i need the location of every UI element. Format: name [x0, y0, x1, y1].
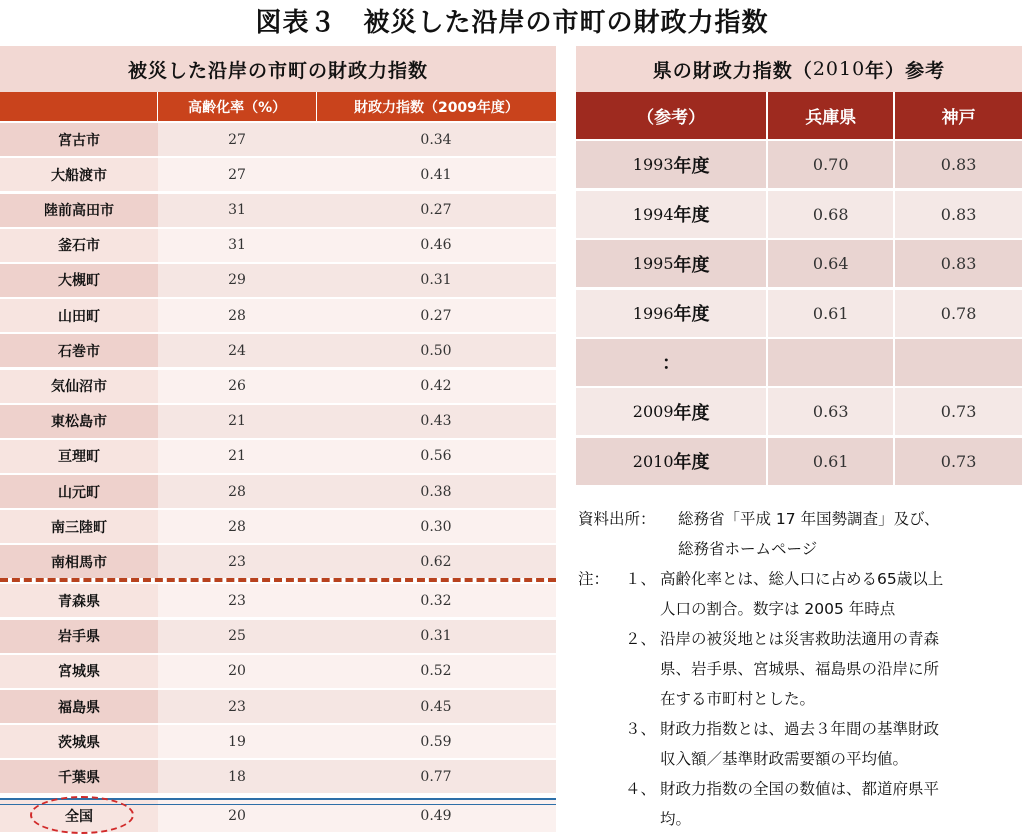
figure-title: 図表３ 被災した沿岸の市町の財政力指数 [255, 8, 769, 38]
row-kobe: 0.83 [893, 191, 1022, 238]
coastal-municipalities-table [0, 46, 556, 832]
table-row [0, 299, 556, 332]
table-row [0, 655, 556, 688]
row-aging-rate: 21 [228, 413, 246, 430]
note-text: 高齢化率とは、総人口に占める65歳以上 [660, 570, 944, 588]
table-row [0, 264, 556, 297]
table-row [576, 240, 1022, 287]
row-name: 青森県 [0, 584, 158, 617]
note-text: 沿岸の被災地とは災害救助法適用の青森 [660, 630, 940, 648]
row-aging-rate: 19 [228, 733, 246, 750]
row-aging-rate: 31 [228, 237, 246, 254]
table-row [0, 334, 556, 367]
row-name: 山田町 [0, 299, 158, 332]
row-name: 亘理町 [0, 440, 158, 473]
header-fiscal-index: 財政力指数（2009年度） [316, 92, 556, 121]
note-number: ２、 [624, 630, 656, 648]
right-title-prefix: 県の財政力指数（ [652, 59, 813, 82]
note-line [578, 564, 1024, 594]
source-line-2: 総務省ホームページ [678, 540, 818, 558]
year-suffix: 年度 [673, 205, 710, 227]
left-table-body [0, 123, 556, 832]
row-aging-rate: 31 [228, 202, 246, 219]
row-fiscal-index: 0.43 [420, 413, 452, 430]
row-name: 気仙沼市 [0, 370, 158, 403]
year-number: 2010 [632, 451, 674, 471]
row-aging-rate: 23 [228, 553, 246, 570]
row-name: 南相馬市 [0, 545, 158, 578]
row-name: 茨城県 [0, 725, 158, 758]
row-name: 千葉県 [0, 760, 158, 793]
table-row [0, 510, 556, 543]
row-name: 陸前高田市 [0, 194, 158, 227]
row-name: 宮城県 [0, 655, 158, 688]
table-row [576, 141, 1022, 188]
row-name: 大槻町 [0, 264, 158, 297]
source-note [578, 504, 1024, 534]
year-suffix: 年度 [673, 254, 710, 276]
year-suffix: 年度 [673, 155, 710, 177]
row-kobe: 0.73 [893, 388, 1022, 435]
table-row [0, 370, 556, 403]
row-fiscal-index: 0.59 [420, 733, 452, 750]
year-suffix: 年度 [673, 304, 710, 326]
table-row [0, 405, 556, 438]
year-suffix: 年度 [673, 402, 710, 424]
note-line [578, 684, 1024, 714]
row-name: 宮古市 [0, 123, 158, 156]
note-label [578, 684, 660, 714]
row-name: 釜石市 [0, 229, 158, 262]
row-fiscal-index: 0.50 [420, 342, 452, 359]
table-row [0, 690, 556, 723]
header-kobe: 神戸 [893, 92, 1022, 139]
note-text: 均。 [660, 810, 692, 828]
year-number: 1996 [632, 303, 674, 323]
header-aging-rate: 高齢化率（%） [157, 92, 315, 121]
row-fiscal-index: 0.45 [420, 698, 452, 715]
row-fiscal-index: 0.30 [420, 518, 452, 535]
header-name [0, 92, 157, 121]
note-text: 財政力指数とは、過去３年間の基準財政 [660, 720, 940, 738]
row-kobe: 0.83 [893, 141, 1022, 188]
table-row [0, 725, 556, 758]
table-row [0, 229, 556, 262]
table-row [0, 584, 556, 617]
row-hyogo: 0.68 [766, 191, 893, 238]
row-year [576, 141, 766, 188]
table-row [0, 194, 556, 227]
note-number: ４、 [624, 780, 656, 798]
note-number: １、 [624, 570, 656, 588]
row-kobe: 0.83 [893, 240, 1022, 287]
row-fiscal-index: 0.77 [420, 768, 452, 785]
separator-dashed-line [0, 578, 556, 582]
note-label [578, 624, 660, 654]
row-aging-rate: 28 [228, 483, 246, 500]
note-label [578, 714, 660, 744]
left-table-header [0, 92, 556, 121]
row-year [576, 240, 766, 287]
header-hyogo: 兵庫県 [766, 92, 893, 139]
row-hyogo: 0.63 [766, 388, 893, 435]
row-year [576, 388, 766, 435]
row-aging-rate: 20 [228, 663, 246, 680]
row-kobe: 0.73 [893, 438, 1022, 485]
note-line [578, 654, 1024, 684]
row-aging-rate: 23 [228, 592, 246, 609]
row-fiscal-index: 0.31 [420, 272, 452, 289]
row-fiscal-index: 0.34 [420, 131, 452, 148]
table-row [0, 620, 556, 653]
row-aging-rate: 26 [228, 378, 246, 394]
note-text: 在する市町村とした。 [660, 690, 816, 708]
row-fiscal-index: 0.42 [420, 378, 452, 394]
row-hyogo: 0.61 [766, 438, 893, 485]
year-number: 1993 [632, 155, 674, 175]
row-name: 全国 [0, 799, 158, 832]
note-text: 県、岩手県、宮城県、福島県の沿岸に所 [660, 660, 940, 678]
source-label: 資料出所： [578, 510, 656, 528]
note-line [578, 744, 1024, 774]
note-items [578, 564, 1024, 834]
table-row [0, 475, 556, 508]
row-aging-rate: 20 [228, 807, 246, 824]
table-row [576, 290, 1022, 337]
right-title-year: 2010 [812, 58, 866, 80]
note-line [578, 594, 1024, 624]
row-fiscal-index: 0.38 [420, 483, 452, 500]
row-fiscal-index: 0.49 [420, 807, 452, 824]
year-number: 2009 [632, 402, 674, 422]
note-label [578, 594, 660, 624]
row-fiscal-index: 0.56 [420, 448, 452, 465]
note-line [578, 774, 1024, 804]
note-line [578, 624, 1024, 654]
note-text: 人口の割合。数字は 2005 年時点 [660, 600, 896, 618]
row-kobe [893, 339, 1022, 386]
row-fiscal-index: 0.62 [420, 553, 452, 570]
year-suffix: 年度 [673, 452, 710, 474]
row-aging-rate: 25 [228, 628, 246, 645]
row-kobe: 0.78 [893, 290, 1022, 337]
table-row [0, 760, 556, 793]
row-year [576, 339, 766, 386]
right-table-header [576, 92, 1022, 139]
note-label [578, 564, 660, 594]
table-row [576, 438, 1022, 485]
row-name: 岩手県 [0, 620, 158, 653]
note-number: ３、 [624, 720, 656, 738]
note-line [578, 714, 1024, 744]
row-aging-rate: 28 [228, 307, 246, 324]
source-line-1: 総務省「平成 17 年国勢調査」及び、 [678, 510, 940, 528]
row-fiscal-index: 0.46 [420, 237, 452, 254]
row-name: 東松島市 [0, 405, 158, 438]
row-fiscal-index: 0.27 [420, 307, 452, 324]
row-year [576, 191, 766, 238]
row-year [576, 438, 766, 485]
row-fiscal-index: 0.52 [420, 663, 452, 680]
row-fiscal-index: 0.41 [420, 166, 452, 183]
row-name: 福島県 [0, 690, 158, 723]
year-number: 1995 [632, 254, 674, 274]
row-hyogo: 0.61 [766, 290, 893, 337]
table-row [576, 388, 1022, 435]
right-table-body [576, 141, 1022, 484]
header-reference: （参考） [637, 108, 706, 128]
row-name: 石巻市 [0, 334, 158, 367]
national-highlight-circle [30, 796, 134, 834]
prefecture-reference-table [576, 92, 1022, 485]
row-fiscal-index: 0.27 [420, 202, 452, 219]
row-hyogo: 0.64 [766, 240, 893, 287]
row-aging-rate: 28 [228, 518, 246, 535]
row-hyogo [766, 339, 893, 386]
year-number: 1994 [632, 204, 674, 224]
row-name: 南三陸町 [0, 510, 158, 543]
note-prefix: 注： [578, 570, 610, 588]
table-row [576, 191, 1022, 238]
row-aging-rate: 18 [228, 768, 246, 785]
table-row [0, 158, 556, 191]
right-title-suffix: 年）参考 [865, 59, 946, 82]
table-row [576, 339, 1022, 386]
year-suffix: ： [662, 353, 681, 375]
row-aging-rate: 23 [228, 698, 246, 715]
table-row [0, 123, 556, 156]
row-hyogo: 0.70 [766, 141, 893, 188]
note-label [578, 804, 660, 834]
row-year [576, 290, 766, 337]
row-fiscal-index: 0.32 [420, 592, 452, 609]
note-label [578, 654, 660, 684]
note-text: 財政力指数の全国の数値は、都道府県平 [660, 780, 940, 798]
table-row [0, 440, 556, 473]
right-table-title [576, 46, 1022, 92]
row-aging-rate: 21 [228, 448, 246, 465]
notes-section [578, 504, 1024, 834]
row-fiscal-index: 0.31 [420, 628, 452, 645]
note-text: 収入額／基準財政需要額の平均値。 [660, 750, 909, 768]
note-label [578, 744, 660, 774]
left-table-title: 被災した沿岸の市町の財政力指数 [0, 46, 556, 92]
row-name: 大船渡市 [0, 158, 158, 191]
row-aging-rate: 27 [228, 166, 246, 183]
note-line [578, 804, 1024, 834]
table-row [0, 545, 556, 578]
row-aging-rate: 29 [228, 272, 246, 289]
note-label [578, 774, 660, 804]
row-aging-rate: 24 [228, 342, 246, 359]
row-name: 山元町 [0, 475, 158, 508]
row-aging-rate: 27 [228, 131, 246, 148]
